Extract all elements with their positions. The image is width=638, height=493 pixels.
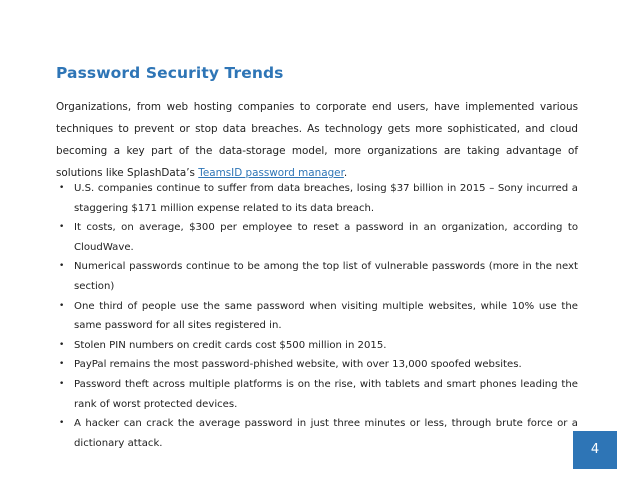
bullet-list [56,179,578,453]
bullet-item [56,355,578,375]
bullet-text: Password theft across multiple platforms is on the rise, with tablets and smart phones leading the rank of worst protected devices. [74,378,578,410]
bullet-text: It costs, on average, $300 per employee to reset a password in an organization, according to CloudWave. [74,222,578,253]
bullet-text: Stolen PIN numbers on credit cards cost $500 million in 2015. [74,339,387,351]
bullet-item [56,414,578,453]
bullet-text: A hacker can crack the average password in just three minutes or less, through brute force or a dictionary attack. [74,418,578,449]
bullet-text: One third of people use the same password when visiting multiple websites, while 10% use the same password for all sites registered in. [74,300,578,332]
page-title: Password Security Trends [56,64,284,82]
intro-text: Organizations, from web hosting companies to corporate end users, have implemented various techniques to prevent or stop data breaches. As technology gets more sophisticated, and cloud becoming a key part of the data-storage model, more organizations are taking advantage of solutions like SplashData’s [56,101,578,179]
bullet-icon: • [59,359,65,370]
bullet-icon: • [59,378,65,389]
bullet-item [56,218,578,257]
bullet-icon: • [59,261,65,272]
bullet-text: U.S. companies continue to suffer from data breaches, losing $37 billion in 2015 – Sony incurred a staggering $171 million expense related to its data breach. [74,183,578,214]
bullet-item [56,297,578,336]
bullet-item [56,257,578,296]
bullet-item [56,375,578,414]
teamsid-link[interactable]: TeamsID password manager [198,167,344,179]
intro-paragraph [56,96,578,184]
intro-text-end: . [343,167,348,179]
page-number-badge [573,431,617,469]
bullet-text: PayPal remains the most password-phished website, with over 13,000 spoofed websites. [74,359,522,371]
bullet-icon: • [59,300,65,311]
bullet-icon: • [59,222,65,233]
bullet-item [56,179,578,218]
bullet-text: Numerical passwords continue to be among the top list of vulnerable passwords (more in the next section) [74,261,578,292]
bullet-icon: • [59,183,65,193]
page-number: 4 [590,442,600,457]
bullet-icon: • [59,339,65,350]
bullet-item [56,336,578,356]
bullet-icon: • [59,418,65,429]
